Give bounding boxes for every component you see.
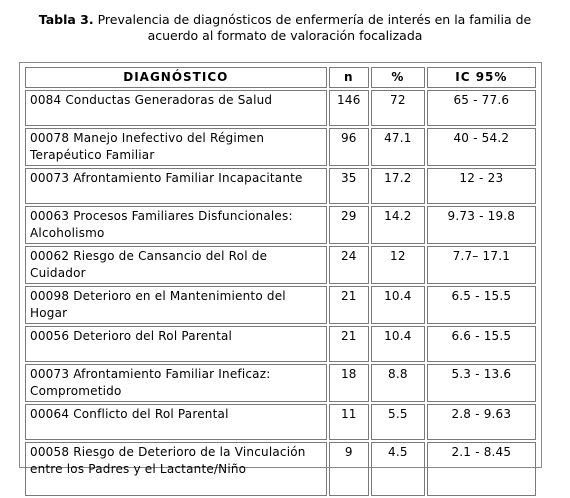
- caption-line2: acuerdo al formato de valoración focalizada: [147, 28, 423, 43]
- cell-percent: 17.2: [371, 168, 425, 204]
- header-row: [25, 67, 536, 88]
- cell-ic95: 2.8 - 9.63: [427, 404, 536, 440]
- table-row: [25, 326, 536, 362]
- caption-line1: Prevalencia de diagnósticos de enfermería de interés en la familia de: [97, 12, 532, 27]
- cell-n: 146: [329, 90, 369, 126]
- cell-diagnosis: 00062 Riesgo de Cansancio del Rol de Cuidador: [25, 246, 327, 284]
- cell-diagnosis: 00073 Afrontamiento Familiar Incapacitante: [25, 168, 327, 204]
- cell-ic95: 5.3 - 13.6: [427, 364, 536, 402]
- table-row: [25, 286, 536, 324]
- cell-percent: 72: [371, 90, 425, 126]
- cell-percent: 12: [371, 246, 425, 284]
- table-caption: [0, 12, 570, 44]
- cell-ic95: 12 - 23: [427, 168, 536, 204]
- cell-n: 96: [329, 128, 369, 166]
- cell-n: 11: [329, 404, 369, 440]
- table-row: [25, 128, 536, 166]
- cell-n: 21: [329, 286, 369, 324]
- cell-diagnosis: 00078 Manejo Inefectivo del Régimen Terapéutico Familiar: [25, 128, 327, 166]
- cell-ic95: 7.7– 17.1: [427, 246, 536, 284]
- cell-percent: 14.2: [371, 206, 425, 244]
- cell-n: 18: [329, 364, 369, 402]
- cell-ic95: 6.6 - 15.5: [427, 326, 536, 362]
- table-row: [25, 442, 536, 496]
- table-row: [25, 90, 536, 126]
- cell-n: 35: [329, 168, 369, 204]
- cell-diagnosis: 00064 Conflicto del Rol Parental: [25, 404, 327, 440]
- table-row: [25, 404, 536, 440]
- cell-percent: 5.5: [371, 404, 425, 440]
- cell-n: 21: [329, 326, 369, 362]
- header-diagnostico: DIAGNÓSTICO: [25, 67, 327, 88]
- table-row: [25, 168, 536, 204]
- cell-percent: 10.4: [371, 286, 425, 324]
- cell-ic95: 6.5 - 15.5: [427, 286, 536, 324]
- table-row: [25, 364, 536, 402]
- cell-ic95: 9.73 - 19.8: [427, 206, 536, 244]
- header-ic95: IC 95%: [427, 67, 536, 88]
- table-row: [25, 246, 536, 284]
- cell-ic95: 65 - 77.6: [427, 90, 536, 126]
- header-percent: %: [371, 67, 425, 88]
- cell-ic95: 2.1 - 8.45: [427, 442, 536, 496]
- cell-diagnosis: 00073 Afrontamiento Familiar Ineficaz: Comprometido: [25, 364, 327, 402]
- cell-n: 29: [329, 206, 369, 244]
- cell-n: 9: [329, 442, 369, 496]
- cell-diagnosis: 00056 Deterioro del Rol Parental: [25, 326, 327, 362]
- cell-diagnosis: 00098 Deterioro en el Mantenimiento del Hogar: [25, 286, 327, 324]
- cell-percent: 47.1: [371, 128, 425, 166]
- cell-diagnosis: 00058 Riesgo de Deterioro de la Vinculación entre los Padres y el Lactante/Niño: [25, 442, 327, 496]
- prevalence-table: [23, 65, 538, 498]
- cell-n: 24: [329, 246, 369, 284]
- cell-percent: 4.5: [371, 442, 425, 496]
- cell-diagnosis: 00063 Procesos Familiares Disfuncionales: Alcoholismo: [25, 206, 327, 244]
- caption-label: Tabla 3.: [38, 12, 94, 27]
- cell-percent: 8.8: [371, 364, 425, 402]
- cell-percent: 10.4: [371, 326, 425, 362]
- cell-diagnosis: 0084 Conductas Generadoras de Salud: [25, 90, 327, 126]
- table-row: [25, 206, 536, 244]
- header-n: n: [329, 67, 369, 88]
- cell-ic95: 40 - 54.2: [427, 128, 536, 166]
